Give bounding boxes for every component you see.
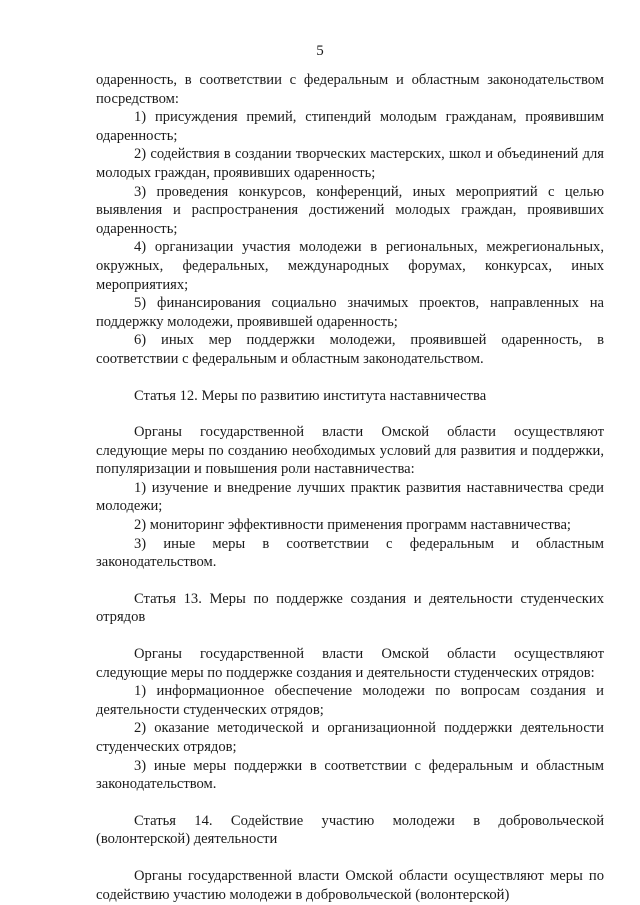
body-paragraph: Органы государственной власти Омской области осуществляют следующие меры по поддержке создания и деятельности студенческих отрядов: (96, 646, 604, 681)
continuation-paragraph: одаренность, в соответствии с федеральным и областным законодательством посредством: (96, 72, 604, 107)
list-item: 4) организации участия молодежи в региональных, межрегиональных, окружных, федеральных, международных форумах, конкурсах, иных мероприятиях; (96, 239, 604, 293)
list-item: 2) содействия в создании творческих мастерских, школ и объединений для молодых граждан, проявивших одаренность; (96, 146, 604, 181)
list-item: 1) присуждения премий, стипендий молодым гражданам, проявившим одаренность; (96, 109, 604, 144)
body-paragraph: Органы государственной власти Омской области осуществляют меры по содействию участию молодежи в добровольческой (волонтерской) (96, 867, 604, 903)
list-item: 3) иные меры поддержки в соответствии с федеральным и областным законодательством. (96, 757, 604, 793)
body-paragraph: Органы государственной власти Омской области осуществляют следующие меры по созданию необходимых условий для развития и поддержки, популяризации и повышения роли наставничества: (96, 424, 604, 478)
article-heading: Статья 14. Содействие участию молодежи в добровольческой (волонтерской) деятельности (96, 812, 604, 848)
list-item: 5) финансирования социально значимых проектов, направленных на поддержку молодежи, проявившей одаренность; (96, 295, 604, 330)
article-heading: Статья 13. Меры по поддержке создания и деятельности студенческих отрядов (96, 590, 604, 626)
list-item: 6) иных мер поддержки молодежи, проявившей одаренность, в соответствии с федеральным и областным законодательством. (96, 332, 604, 367)
list-item: 1) информационное обеспечение молодежи по вопросам создания и деятельности студенческих отрядов; (96, 683, 604, 718)
list-item: 2) оказание методической и организационной поддержки деятельности студенческих отрядов; (96, 720, 604, 755)
list-item: 3) иные меры в соответствии с федеральным и областным законодательством. (96, 535, 604, 571)
list-item: 2) мониторинг эффективности применения программ наставничества; (134, 517, 571, 534)
list-item: 1) изучение и внедрение лучших практик развития наставничества среди молодежи; (96, 479, 604, 515)
page-number: 5 (316, 43, 324, 59)
list-item: 3) проведения конкурсов, конференций, иных мероприятий с целью выявления и распространения достижений молодых граждан, проявивших одаренность; (96, 183, 604, 237)
article-heading: Статья 12. Меры по развитию института наставничества (134, 387, 487, 404)
document-body (96, 71, 604, 904)
